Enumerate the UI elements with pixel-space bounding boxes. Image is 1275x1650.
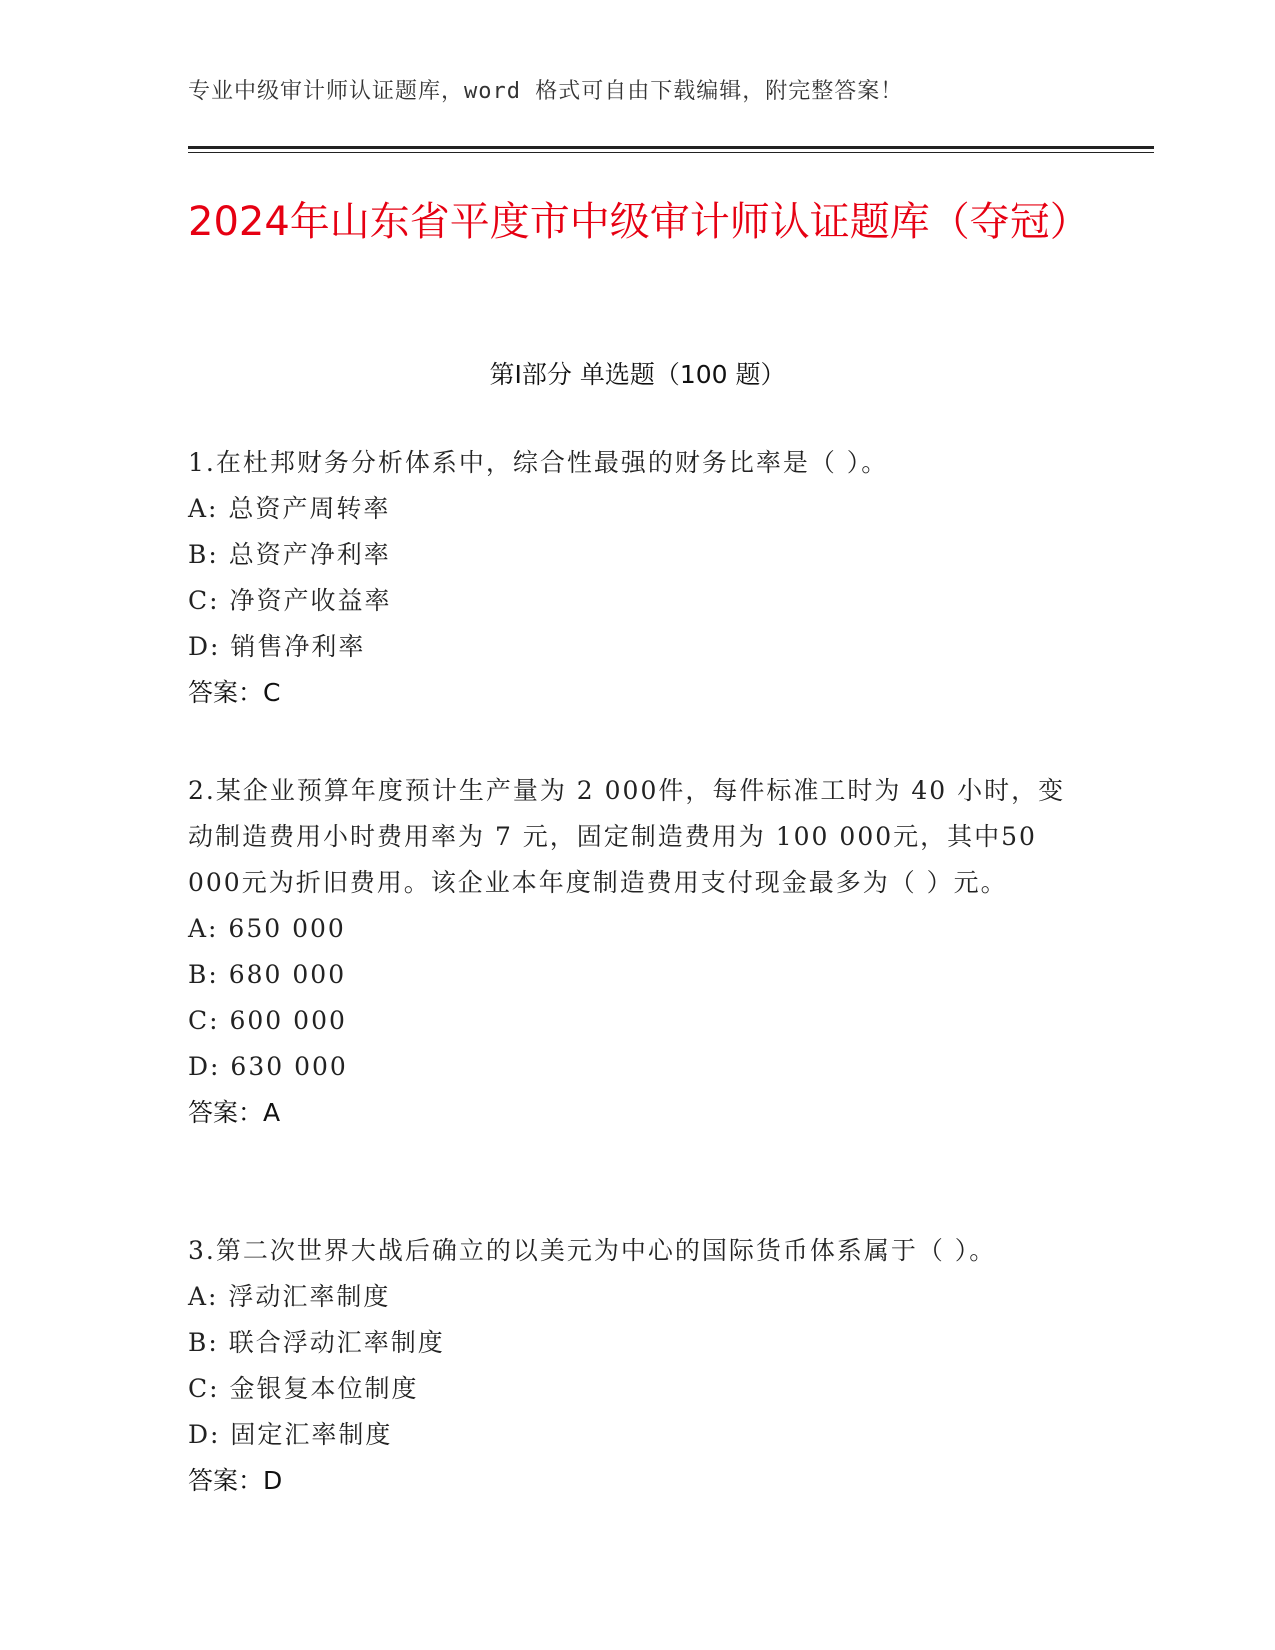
option-d: D: 630 000 (188, 1052, 348, 1081)
option-a: A: 总资产周转率 (188, 494, 391, 523)
option-a: A: 650 000 (188, 914, 346, 943)
option-b: B: 联合浮动汇率制度 (188, 1328, 445, 1357)
answer: 答案：C (188, 678, 281, 707)
question-stem: 3.第二次世界大战后确立的以美元为中心的国际货币体系属于（ ）。 (188, 1236, 997, 1265)
option-c: C: 金银复本位制度 (188, 1374, 419, 1403)
header-rule-thin (188, 152, 1154, 153)
header-note: 专业中级审计师认证题库，word 格式可自由下载编辑，附完整答案！ (188, 79, 904, 104)
section-heading: 第Ⅰ部分 单选题（100 题） (489, 360, 786, 389)
answer: 答案：D (188, 1466, 283, 1495)
option-d: D: 销售净利率 (188, 632, 366, 661)
question-stem: 1.在杜邦财务分析体系中，综合性最强的财务比率是（ ）。 (188, 448, 889, 477)
option-c: C: 净资产收益率 (188, 586, 392, 615)
question-block (188, 768, 1088, 1136)
option-c: C: 600 000 (188, 1006, 347, 1035)
document-title: 2024年山东省平度市中级审计师认证题库（夺冠） (188, 199, 1090, 245)
question-block (188, 440, 1088, 716)
option-b: B: 总资产净利率 (188, 540, 391, 569)
option-d: D: 固定汇率制度 (188, 1420, 393, 1449)
header-rule (188, 146, 1154, 149)
answer: 答案：A (188, 1098, 281, 1127)
option-a: A: 浮动汇率制度 (188, 1282, 391, 1311)
question-stem: 2.某企业预算年度预计生产量为 2 000件，每件标准工时为 40 小时，变动制造费用小时费用率为 7 元，固定制造费用为 100 000元，其中50 000元为折旧费用。该企业本年度制造费用支付现金最多为（ ）元。 (188, 776, 1066, 897)
question-block (188, 1228, 1088, 1504)
option-b: B: 680 000 (188, 960, 347, 989)
